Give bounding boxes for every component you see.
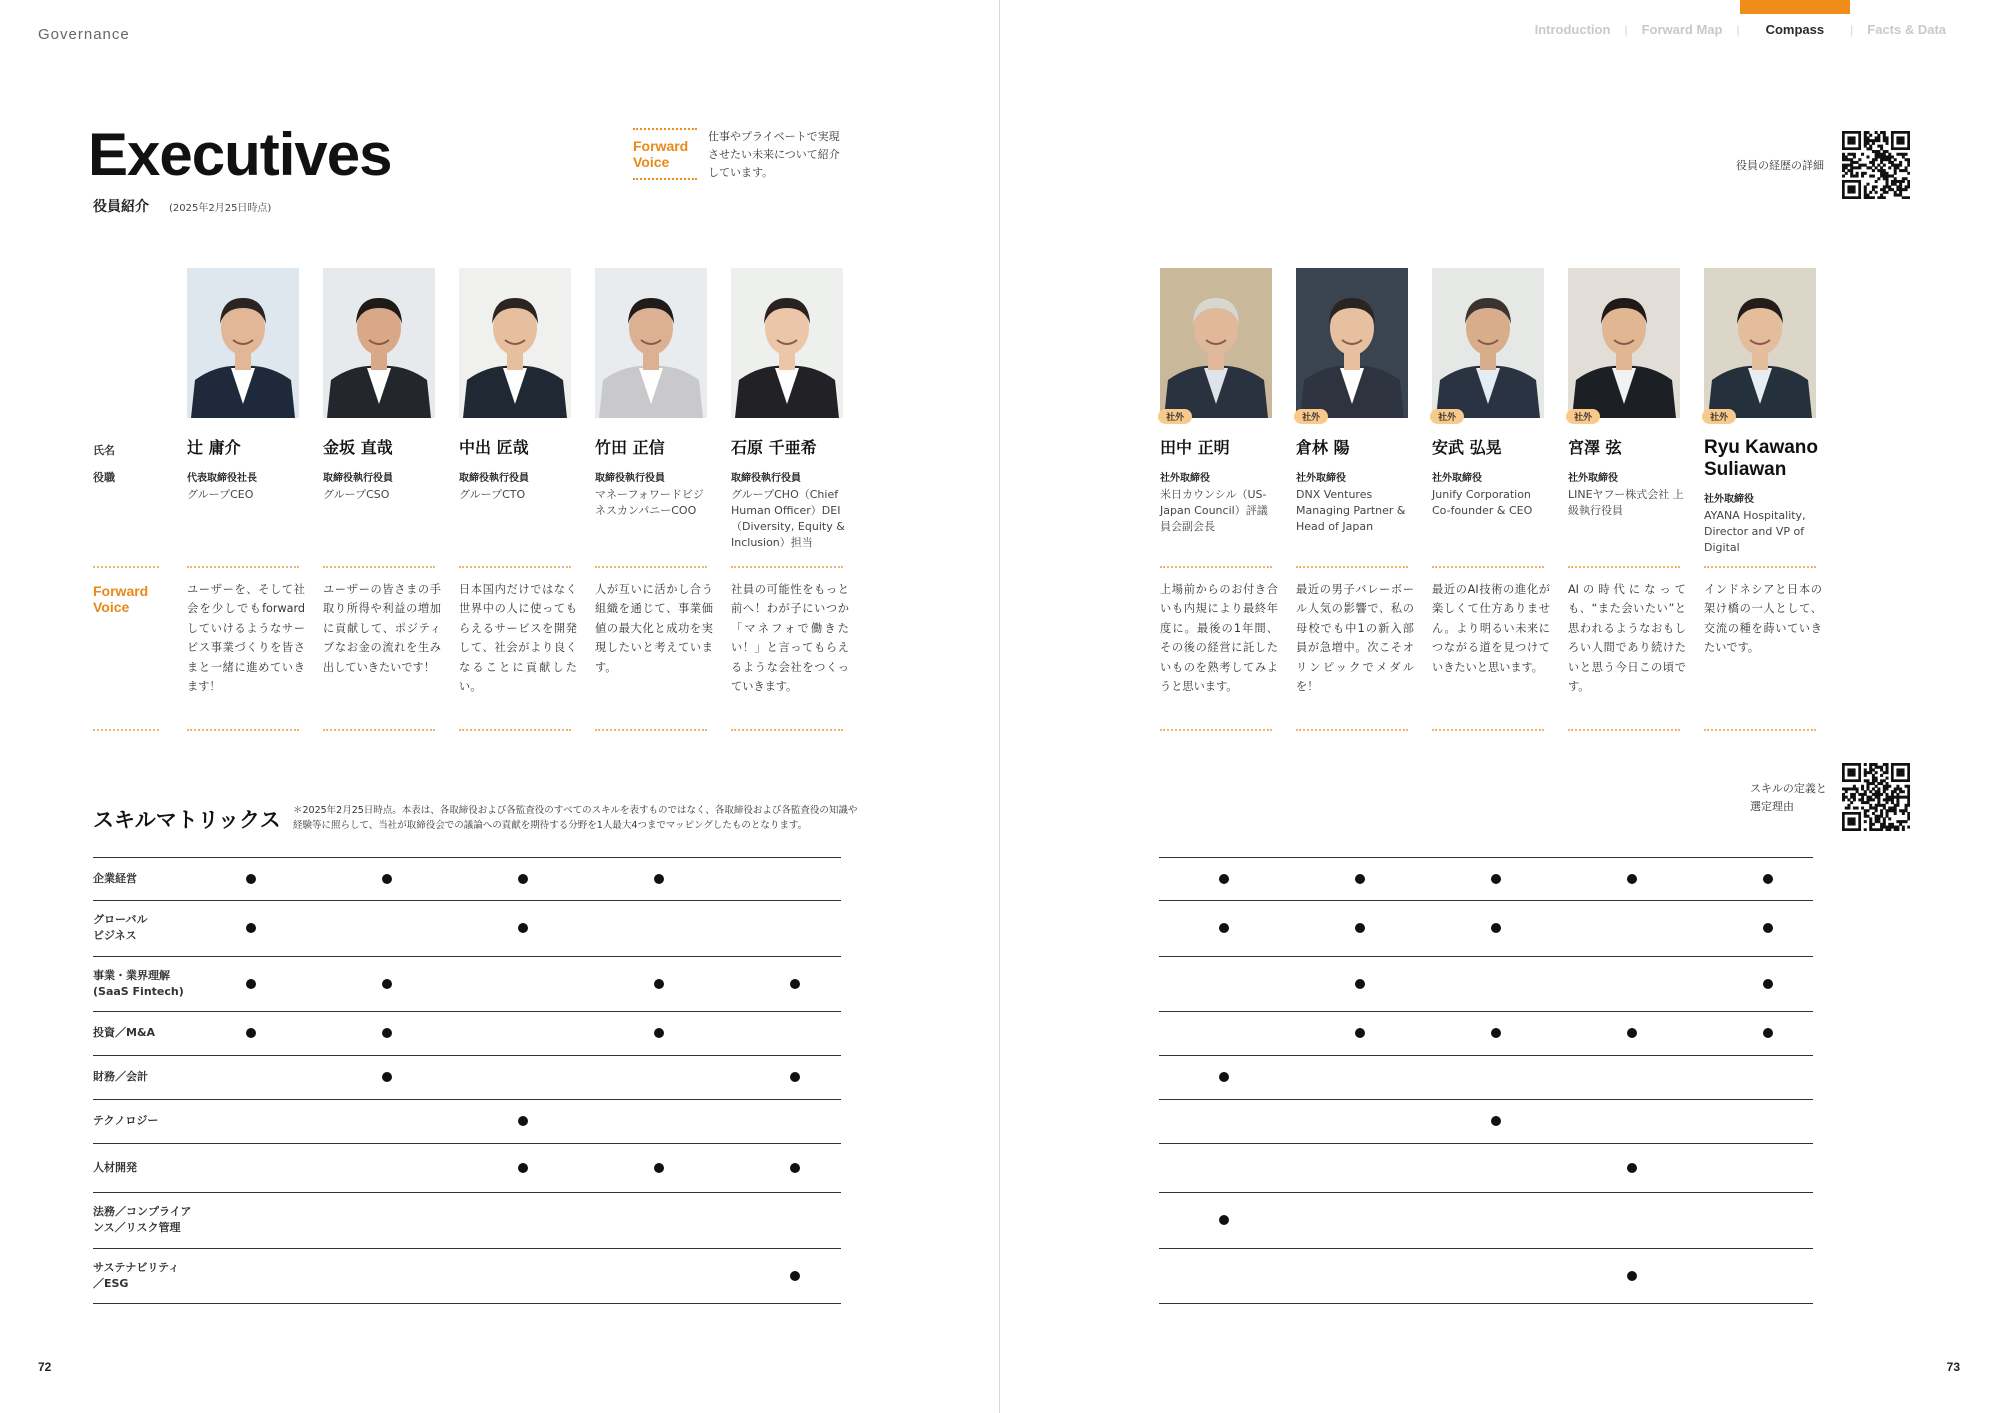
executive-photo: [1704, 268, 1816, 418]
table-rule: [93, 1055, 841, 1056]
nav-separator: |: [1624, 22, 1628, 37]
executive-photo: [1432, 268, 1544, 418]
skill-label: [93, 912, 147, 944]
skill-label-line: 財務／会計: [93, 1070, 148, 1083]
executive-title: LINEヤフー株式会社 上級執行役員: [1568, 488, 1684, 517]
dotted-divider: [187, 729, 299, 731]
dotted-divider: [731, 729, 843, 731]
table-rule: [93, 1143, 841, 1144]
skill-mark: [1491, 874, 1501, 884]
skill-mark: [1627, 874, 1637, 884]
skill-mark: [1219, 1072, 1229, 1082]
skill-mark: [654, 1163, 664, 1173]
skill-mark: [654, 874, 664, 884]
executive-title: グループCHO（Chief Human Officer）DEI（Diversity, Equity & Inclusion）担当: [731, 488, 845, 549]
executive-title: グループCEO: [187, 488, 254, 501]
page-number-left: 72: [38, 1360, 52, 1374]
page-subtitle: 役員紹介: [93, 199, 149, 215]
skill-mark: [790, 1072, 800, 1082]
table-rule: [1159, 857, 1813, 858]
skill-mark: [382, 874, 392, 884]
forward-voice-text: ユーザーを、そして社会を少しでもforwardしていけるようなサービス事業づくりを皆さまと一緒に進めていきます！: [187, 583, 305, 694]
executive-name: 石原 千亜希: [731, 438, 817, 457]
forward-voice-row-label: Forward Voice: [93, 583, 149, 615]
skill-mark: [518, 874, 528, 884]
table-rule: [1159, 1011, 1813, 1012]
qr-caption-skill-definition: スキルの定義と 選定理由: [1750, 782, 1827, 813]
table-rule: [93, 1248, 841, 1249]
executive-title: グループCSO: [323, 488, 390, 501]
executive-title: グループCTO: [459, 488, 526, 501]
forward-voice-text: 日本国内だけではなく世界中の人に使ってもらえるサービスを開発して、社会がより良くなることに貢献したい。: [459, 583, 577, 694]
executive-role: 取締役執行役員: [595, 473, 665, 484]
qr-code-icon[interactable]: [1842, 131, 1910, 199]
skill-label: [93, 1025, 155, 1041]
executive-title: AYANA Hospitality, Director and VP of Digital: [1704, 509, 1806, 554]
section-label: Governance: [38, 26, 130, 43]
skill-mark: [246, 979, 256, 989]
table-rule: [1159, 1055, 1813, 1056]
tab-facts-data[interactable]: Facts & Data: [1867, 22, 1946, 37]
skill-label-line: (SaaS Fintech): [93, 984, 184, 998]
executive-role: 社外取締役: [1568, 473, 1618, 484]
dotted-divider: [1296, 729, 1408, 731]
skill-mark: [1355, 1028, 1365, 1038]
skill-mark: [1763, 979, 1773, 989]
skill-mark: [1763, 1028, 1773, 1038]
table-rule: [1159, 1099, 1813, 1100]
executive-name: 安武 弘晃: [1432, 438, 1502, 457]
skill-matrix-heading: スキルマトリックス: [93, 808, 281, 832]
dotted-divider: [595, 566, 707, 568]
executive-name: 金坂 直哉: [323, 438, 393, 457]
table-rule: [1159, 900, 1813, 901]
tab-forward-map[interactable]: Forward Map: [1641, 22, 1723, 37]
executive-role: 社外取締役: [1704, 494, 1754, 505]
forward-voice-description: 仕事やプライベートで実現させたい未来について紹介しています。: [708, 130, 840, 179]
skill-mark: [654, 979, 664, 989]
skill-mark: [790, 1163, 800, 1173]
row-label-position: 役職: [93, 471, 115, 484]
skill-label-line: 企業経営: [93, 871, 137, 885]
executive-photo: [595, 268, 707, 418]
executive-photo: [1568, 268, 1680, 418]
executive-name: 宮澤 弦: [1568, 438, 1622, 457]
dotted-divider: [731, 566, 843, 568]
executive-photo: [1160, 268, 1272, 418]
external-director-badge: 社外: [1158, 409, 1192, 424]
skill-mark: [246, 874, 256, 884]
table-rule: [1159, 956, 1813, 957]
table-rule: [1159, 1192, 1813, 1193]
skill-mark: [518, 1116, 528, 1126]
executive-photo: [459, 268, 571, 418]
executive-role: 代表取締役社長: [187, 473, 257, 484]
dotted-divider: [595, 729, 707, 731]
skill-label-line: 事業・業界理解: [93, 968, 170, 982]
as-of-date: (2025年2月25日時点): [169, 203, 272, 214]
executive-photo: [187, 268, 299, 418]
page-number-right: 73: [1946, 1360, 1960, 1374]
dotted-divider: [1296, 566, 1408, 568]
tab-introduction[interactable]: Introduction: [1534, 22, 1611, 37]
table-rule: [93, 857, 841, 858]
skill-mark: [654, 1028, 664, 1038]
skill-label: [93, 1204, 191, 1236]
dotted-divider: [459, 729, 571, 731]
skill-mark: [1491, 1028, 1501, 1038]
skill-label-line: ／ESG: [93, 1276, 129, 1290]
skill-label-line: グローバル: [93, 913, 148, 926]
skill-mark: [382, 1028, 392, 1038]
skill-mark: [1355, 874, 1365, 884]
executive-title: マネーフォワードビジネスカンパニーCOO: [595, 488, 704, 517]
skill-mark: [1763, 874, 1773, 884]
executive-title: Junify Corporation Co-founder & CEO: [1432, 488, 1533, 517]
table-rule: [1159, 1303, 1813, 1304]
row-label-name: 氏名: [93, 444, 115, 457]
forward-voice-text: AIの時代になっても、“また会いたい”と思われるようなおもしろい人間であり続けたいと思う今日この頃です。: [1568, 583, 1686, 694]
dotted-divider: [1432, 566, 1544, 568]
forward-voice-text: 人が互いに活かし合う組織を通じて、事業価値の最大化と成功を実現したいと考えています。: [595, 583, 713, 674]
executive-role: 取締役執行役員: [323, 473, 393, 484]
skill-mark: [790, 979, 800, 989]
forward-voice-text: 上場前からのお付き合いも内規により最終年度に。最後の1年間、その後の経営に託したいものを熟考してみようと思います。: [1160, 583, 1278, 694]
skill-mark: [382, 979, 392, 989]
executive-photo: [323, 268, 435, 418]
tab-compass[interactable]: Compass: [1740, 22, 1851, 37]
skill-label: [93, 1113, 158, 1129]
dotted-divider: [93, 566, 159, 568]
skill-mark: [1219, 923, 1229, 933]
skill-label: [93, 871, 137, 887]
forward-voice-text: 最近のAI技術の進化が楽しくて仕方ありません。より明るい未来につながる道を見つけていきたいと思います。: [1432, 583, 1550, 674]
executive-photo: [731, 268, 843, 418]
table-rule: [93, 1011, 841, 1012]
external-director-badge: 社外: [1702, 409, 1736, 424]
dotted-divider: [1568, 566, 1680, 568]
skill-mark: [382, 1072, 392, 1082]
dotted-divider: [93, 729, 159, 731]
executive-name: Ryu Kawano Suliawan: [1704, 437, 1819, 480]
dotted-divider: [1704, 729, 1816, 731]
dotted-divider: [187, 566, 299, 568]
table-rule: [93, 956, 841, 957]
dotted-divider: [459, 566, 571, 568]
executive-photo: [1296, 268, 1408, 418]
skill-mark: [1763, 923, 1773, 933]
skill-mark: [518, 1163, 528, 1173]
table-rule: [1159, 1143, 1813, 1144]
skill-mark: [790, 1271, 800, 1281]
forward-voice-legend: [633, 128, 697, 180]
forward-voice-text: 最近の男子バレーボール人気の影響で、私の母校でも中1の新入部員が急増中。次こそオリンピックでメダルを！: [1296, 583, 1414, 694]
forward-voice-text: ユーザーの皆さまの手取り所得や利益の増加に貢献して、ポジティブなお金の流れを生み出していきたいです！: [323, 583, 441, 674]
page-title: Executives: [88, 121, 392, 188]
skill-mark: [1627, 1271, 1637, 1281]
dotted-divider: [1568, 729, 1680, 731]
skill-label-line: テクノロジー: [93, 1114, 159, 1127]
executive-title: DNX Ventures Managing Partner & Head of Japan: [1296, 488, 1406, 533]
page-spine: [999, 0, 1000, 1413]
skill-mark: [1219, 1215, 1229, 1225]
skill-mark: [246, 1028, 256, 1038]
nav-separator: |: [1736, 22, 1740, 37]
external-director-badge: 社外: [1294, 409, 1328, 424]
forward-voice-text: インドネシアと日本の架け橋の一人として、交流の種を蒔いていきたいです。: [1704, 583, 1822, 655]
nav-separator: |: [1850, 22, 1854, 37]
dotted-divider: [323, 566, 435, 568]
executive-name: 倉林 陽: [1296, 438, 1350, 457]
skill-label-line: ビジネス: [93, 929, 137, 942]
executive-name: 辻 庸介: [187, 438, 241, 457]
executive-title: 米日カウンシル（US-Japan Council）評議員会副会長: [1160, 488, 1268, 533]
skill-label: [93, 1069, 148, 1085]
skill-mark: [246, 923, 256, 933]
skill-mark: [1491, 923, 1501, 933]
qr-code-icon[interactable]: [1842, 763, 1910, 831]
skill-label-line: ンス／リスク管理: [93, 1221, 181, 1234]
external-director-badge: 社外: [1566, 409, 1600, 424]
executive-name: 中出 匠哉: [459, 438, 529, 457]
dotted-divider: [1160, 566, 1272, 568]
skill-label: [93, 968, 184, 1000]
table-rule: [93, 1303, 841, 1304]
executive-role: 取締役執行役員: [731, 473, 801, 484]
skill-label: [93, 1160, 137, 1176]
forward-voice-text: 社員の可能性をもっと前へ！わが子にいつか「マネフォで働きたい！」と言ってもらえるような会社をつくっていきます。: [731, 583, 849, 694]
dotted-divider: [1704, 566, 1816, 568]
executive-name: 竹田 正信: [595, 438, 665, 457]
skill-mark: [1219, 874, 1229, 884]
top-navigation: [1521, 22, 1960, 37]
qr-caption-exec-details: 役員の経歴の詳細: [1736, 159, 1824, 172]
dotted-divider: [323, 729, 435, 731]
skill-mark: [1491, 1116, 1501, 1126]
skill-label-line: 人材開発: [93, 1160, 137, 1174]
executive-role: 社外取締役: [1160, 473, 1210, 484]
skill-mark: [1627, 1028, 1637, 1038]
table-rule: [1159, 1248, 1813, 1249]
skill-label-line: 投資／M&A: [93, 1026, 156, 1039]
skill-mark: [1355, 979, 1365, 989]
external-director-badge: 社外: [1430, 409, 1464, 424]
executive-role: 社外取締役: [1296, 473, 1346, 484]
executive-name: 田中 正明: [1160, 438, 1230, 457]
skill-label: [93, 1260, 179, 1292]
executive-role: 取締役執行役員: [459, 473, 529, 484]
table-rule: [93, 1099, 841, 1100]
dotted-divider: [1432, 729, 1544, 731]
forward-voice-label: Forward Voice: [633, 138, 689, 170]
skill-mark: [518, 923, 528, 933]
skill-mark: [1627, 1163, 1637, 1173]
skill-label-line: 法務／コンプライア: [93, 1205, 192, 1218]
skill-matrix-note: ＊2025年2月25日時点。本表は、各取締役および各監査役のすべてのスキルを表すものではなく、各取締役および各監査役の知識や経験等に照らして、当社が取締役会での議論への貢献を期待する分野を1人最大4つまでマッピングしたものとなります。: [293, 805, 858, 831]
table-rule: [93, 900, 841, 901]
dotted-divider: [1160, 729, 1272, 731]
skill-label-line: サステナビリティ: [93, 1260, 180, 1274]
table-rule: [93, 1192, 841, 1193]
executive-role: 社外取締役: [1432, 473, 1482, 484]
skill-mark: [1355, 923, 1365, 933]
